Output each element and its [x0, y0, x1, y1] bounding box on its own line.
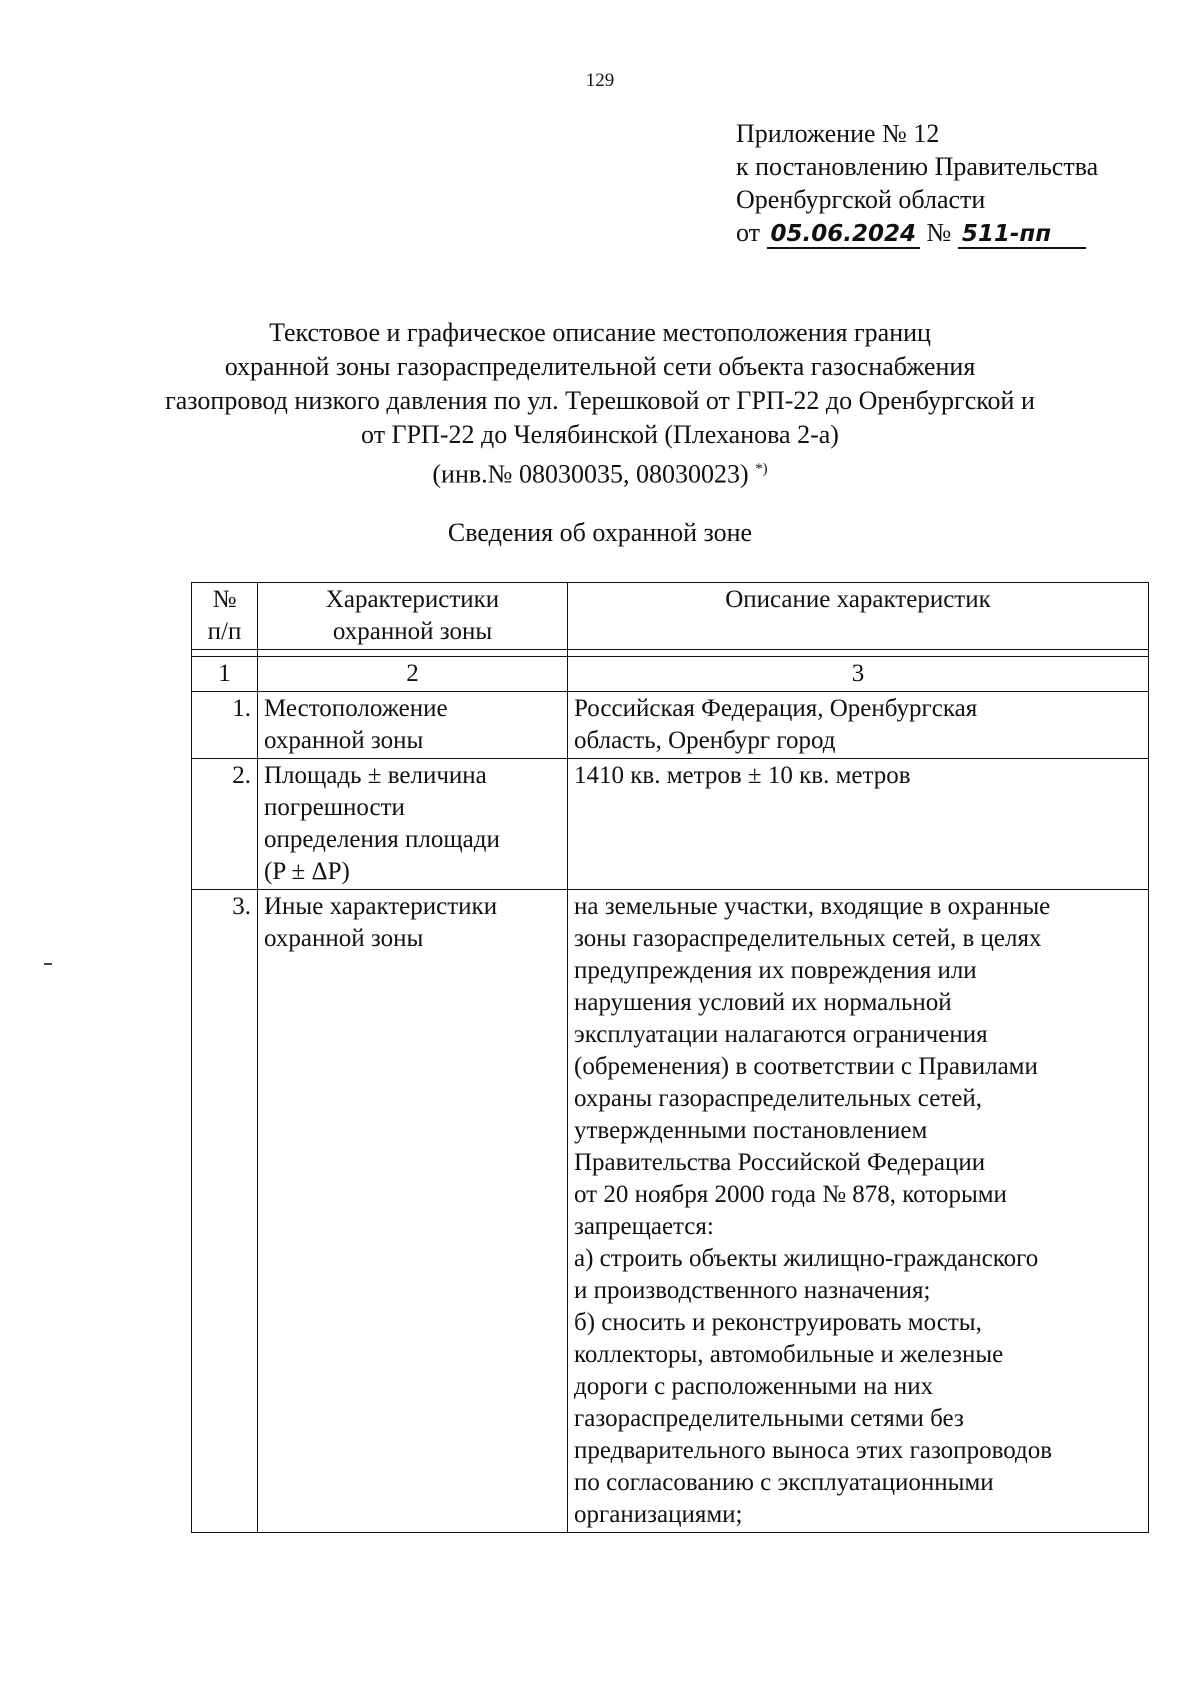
description-line: зоны газораспределительных сетей, в целях — [574, 925, 1042, 952]
header-description: Описание характеристик — [568, 583, 1149, 650]
header-number: № п/п — [192, 583, 258, 650]
row-description — [568, 759, 1149, 890]
inventory-numbers: (инв.№ 08030035, 08030023) — [432, 459, 749, 489]
description-line: дороги с расположенными на них — [574, 1373, 934, 1400]
row-description — [568, 692, 1149, 759]
characteristic-line: (P ± ΔP) — [264, 858, 350, 885]
from-label: от — [736, 218, 761, 247]
description-line: эксплуатации налагаются ограничения — [574, 1021, 988, 1048]
description-line: (обременения) в соответствии с Правилами — [574, 1053, 1038, 1080]
footnote-mark: *) — [755, 461, 768, 477]
document-title — [100, 316, 1100, 492]
header-gap — [192, 650, 1149, 657]
characteristic-line: определения площади — [264, 826, 500, 853]
characteristic-line: Площадь ± величина — [264, 762, 487, 789]
description-line: охраны газораспределительных сетей, — [574, 1085, 982, 1112]
table-header-row — [192, 583, 1149, 650]
row-characteristic — [258, 692, 568, 759]
zone-info-table — [191, 582, 1149, 1533]
table-row — [192, 692, 1149, 759]
description-line: от 20 ноября 2000 года № 878, которыми — [574, 1181, 1007, 1208]
appendix-line-2: к постановлению Правительства — [736, 152, 1099, 181]
column-number-1: 1 — [192, 657, 258, 692]
page-number: 129 — [585, 70, 615, 91]
characteristic-line: Иные характеристики — [264, 893, 498, 920]
row-number: 1. — [192, 692, 258, 759]
column-number-3: 3 — [568, 657, 1149, 692]
description-line: запрещается: — [574, 1213, 714, 1240]
handwritten-date: 05.06.2024 — [767, 221, 921, 249]
characteristic-line: погрешности — [264, 794, 405, 821]
row-characteristic — [258, 759, 568, 890]
title-line-4: от ГРП-22 до Челябинской (Плеханова 2-а) — [361, 420, 839, 449]
description-line: предупреждения их повреждения или — [574, 957, 977, 984]
number-label: № — [926, 218, 952, 247]
appendix-line-3: Оренбургской области — [736, 185, 986, 214]
description-line: коллекторы, автомобильные и железные — [574, 1341, 1004, 1368]
appendix-line-1: Приложение № 12 — [736, 119, 940, 148]
characteristic-line: охранной зоны — [264, 925, 424, 952]
description-line: предварительного выноса этих газопроводов — [574, 1437, 1053, 1464]
description-line: б) сносить и реконструировать мосты, — [574, 1309, 982, 1336]
description-line: область, Оренбург город — [574, 727, 836, 754]
row-number: 2. — [192, 759, 258, 890]
column-number-row — [192, 657, 1149, 692]
row-characteristic — [258, 890, 568, 1533]
description-line: Российская Федерация, Оренбургская — [574, 695, 978, 722]
description-line: газораспределительными сетями без — [574, 1405, 964, 1432]
title-line-1: Текстовое и графическое описание местоположения границ — [269, 318, 931, 347]
characteristic-line: охранной зоны — [264, 727, 424, 754]
title-line-2: охранной зоны газораспределительной сети объекта газоснабжения — [224, 352, 976, 381]
description-line: и производственного назначения; — [574, 1277, 931, 1304]
description-line: утвержденными постановлением — [574, 1117, 928, 1144]
description-line: по согласованию с эксплуатационными — [574, 1469, 994, 1496]
column-number-2: 2 — [258, 657, 568, 692]
title-line-5 — [100, 452, 1100, 492]
table-row — [192, 759, 1149, 890]
description-line: 1410 кв. метров ± 10 кв. метров — [574, 762, 911, 789]
scan-mark — [44, 963, 52, 965]
row-description — [568, 890, 1149, 1533]
handwritten-number: 511-пп — [958, 221, 1086, 249]
appendix-block — [736, 117, 1098, 249]
section-subtitle: Сведения об охранной зоне — [447, 518, 753, 547]
description-line: на земельные участки, входящие в охранные — [574, 893, 1051, 920]
description-line: нарушения условий их нормальной — [574, 989, 952, 1016]
title-line-3: газопровод низкого давления по ул. Терешковой от ГРП-22 до Оренбургской и — [165, 386, 1035, 415]
description-line: Правительства Российской Федерации — [574, 1149, 986, 1176]
appendix-line-4 — [736, 216, 1098, 249]
description-line: а) строить объекты жилищно-гражданского — [574, 1245, 1039, 1272]
description-line: организациями; — [574, 1501, 743, 1528]
header-characteristics: Характеристики охранной зоны — [258, 583, 568, 650]
table-row — [192, 890, 1149, 1533]
characteristic-line: Местоположение — [264, 695, 448, 722]
row-number: 3. — [192, 890, 258, 1533]
